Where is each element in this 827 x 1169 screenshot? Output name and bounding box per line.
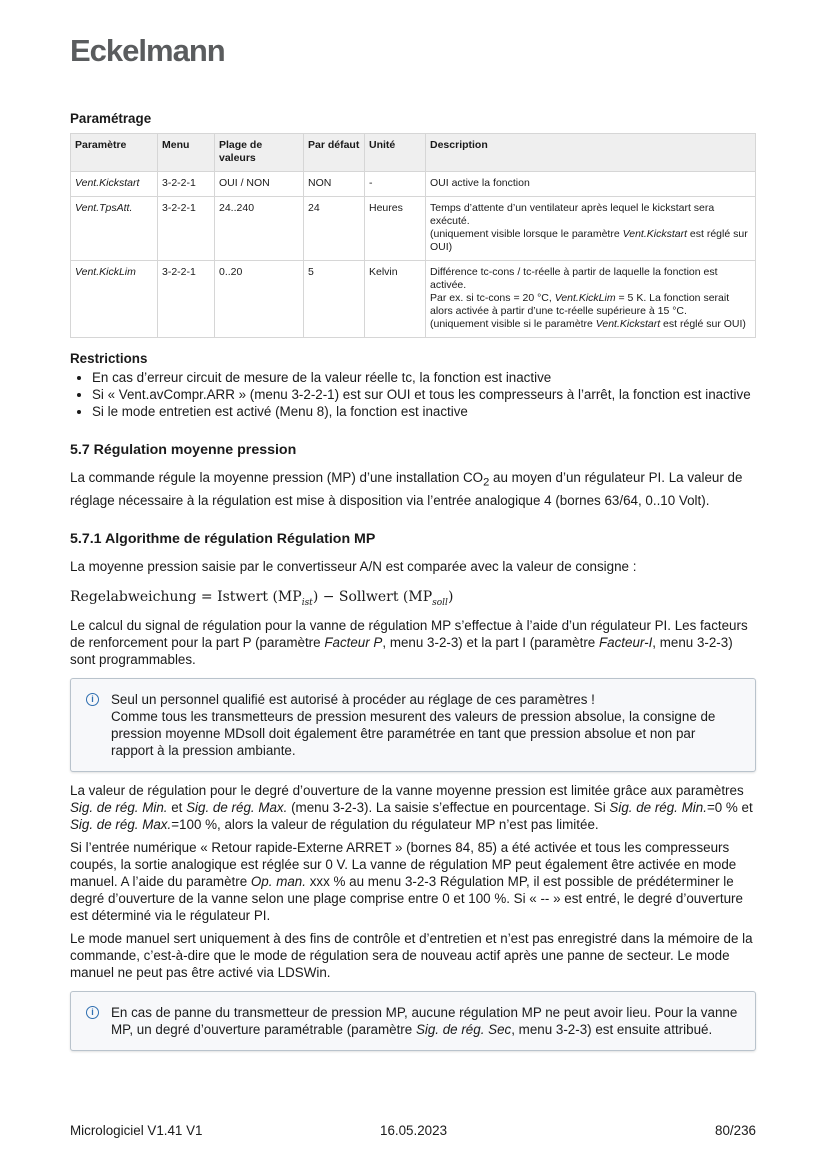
column-header: Menu (158, 134, 215, 172)
text-segment: , menu 3-2-3) et la part I (paramètre (382, 635, 599, 651)
formula-subscript: ist (301, 597, 313, 608)
text-segment: =100 %, alors la valeur de régulation du régulateur MP n’est pas limitée. (171, 817, 599, 833)
text-segment: Facteur-I (598, 635, 653, 651)
text-segment: Différence tc-cons / tc-réelle à partir de laquelle la fonction est activée. (430, 266, 718, 291)
cell-parameter: Vent.TpsAtt. (71, 197, 158, 261)
text-segment: 2 (483, 476, 490, 489)
text-segment: xxx % au menu 3-2-3 Régulation MP, il est possible de prédéterminer le degré d’ouverture de la vanne selon une plage comprise entre 0 et 100 %. Si « -- » est entré, le degré d’ouverture est déterminé via le régulateur PI. (70, 874, 743, 924)
cell-unit: Heures (365, 197, 426, 261)
description-line (430, 266, 751, 292)
cell-unit: Kelvin (365, 261, 426, 338)
text-segment: Sig. de rég. Max. (70, 817, 172, 833)
text-segment: =0 % et (706, 800, 753, 816)
text-segment: Par ex. si tc-cons = 20 °C, (430, 292, 555, 304)
manual-mode-paragraph (70, 839, 756, 924)
text-segment: Le mode manuel sert uniquement à des fins de contrôle et d’entretien et n’est pas enregistré dans la mémoire de la commande, c’est-à-dire que le mode de régulation sera de nouveau actif après une panne de secteur. Le mode manuel ne peut pas être activé via LDSWin. (70, 931, 753, 981)
text-segment: Facteur P (324, 635, 383, 651)
cell-menu: 3-2-2-1 (158, 261, 215, 338)
limit-paragraph (70, 782, 756, 833)
restriction-item: • En cas d’erreur circuit de mesure de la valeur réelle tc, la fonction est inactive (92, 369, 756, 386)
description-line (430, 177, 751, 190)
pi-regulator-paragraph (70, 617, 756, 668)
algorithm-intro: La moyenne pression saisie par le convertisseur A/N est comparée avec la valeur de consigne : (70, 558, 637, 574)
text-segment: au moyen d’un régulateur PI. La valeur de réglage nécessaire à la régulation est mise à disposition via l’entrée analogique 4 (bornes 63/64, 0..10 Volt). (70, 470, 743, 508)
formula-part: ) − Sollwert (MP (312, 588, 433, 605)
manual-mode-note-paragraph (70, 930, 756, 981)
text-segment: (uniquement visible si le paramètre (430, 318, 596, 330)
section-5-7-heading: 5.7 Régulation moyenne pression (70, 442, 297, 458)
description-line (430, 228, 751, 254)
restrictions-title: Restrictions (70, 351, 148, 366)
restrictions-list (70, 369, 756, 420)
text-segment: Si l’entrée numérique « Retour rapide-Externe ARRET » (bornes 84, 85) a été activée et tous les compresseurs coupés, la sortie analogique est réglée sur 0 V. La vanne de régulation MP peut également être activée en mode manuel. A l’aide du paramètre (70, 840, 737, 890)
text-segment: est réglé sur OUI) (660, 318, 746, 330)
info-note-qualified-personnel (70, 678, 756, 772)
text-segment: Sig. de rég. Max. (186, 800, 288, 816)
cell-parameter: Vent.Kickstart (71, 172, 158, 197)
description-line (430, 292, 751, 318)
column-header: Plage de valeurs (215, 134, 304, 172)
text-segment: La valeur de régulation pour le degré d’ouverture de la vanne moyenne pression est limitée grâce aux paramètres (70, 783, 744, 799)
cell-default: 5 (304, 261, 365, 338)
cell-default: NON (304, 172, 365, 197)
cell-description (426, 172, 756, 197)
restriction-item: • Si « Vent.avCompr.ARR » (menu 3-2-2-1) est sur OUI et tous les compresseurs à l’arrêt, la fonction est inactive (92, 386, 756, 403)
cell-menu: 3-2-2-1 (158, 197, 215, 261)
info-note-transmitter-failure (70, 991, 756, 1051)
text-segment: est réglé sur OUI) (430, 228, 748, 253)
formula-subscript: soll (432, 597, 448, 608)
text-segment: En cas de panne du transmetteur de pression MP, aucune régulation MP ne peut avoir lieu. Pour la vanne MP, un degré d’ouverture paramétrable (paramètre (111, 1005, 738, 1038)
eckelmann-logo: Eckelmann (70, 33, 225, 68)
cell-range: 24..240 (215, 197, 304, 261)
text-segment: Temps d’attente d’un ventilateur après lequel le kickstart sera exécuté. (430, 202, 715, 227)
text-segment: OUI active la fonction (430, 177, 530, 189)
text-segment: , menu 3-2-3) est ensuite attribué. (511, 1022, 713, 1038)
cell-parameter: Vent.KickLim (71, 261, 158, 338)
cell-description (426, 261, 756, 338)
table-row (71, 172, 756, 197)
cell-description (426, 197, 756, 261)
cell-range: OUI / NON (215, 172, 304, 197)
footer-version: Micrologiciel V1.41 V1 (70, 1123, 203, 1138)
parameter-table (70, 133, 756, 338)
note-text (111, 1004, 739, 1038)
text-segment: Vent.KickLim (554, 292, 616, 304)
control-deviation-formula (70, 589, 756, 612)
text-segment: Le calcul du signal de régulation pour la vanne de régulation MP s’effectue à l’aide d’un régulateur PI. Les facteurs de renforcement pour la part P (paramètre (70, 618, 748, 651)
cell-unit: - (365, 172, 426, 197)
text-segment: , menu 3-2-3) sont programmables. (70, 635, 733, 668)
description-line (430, 202, 751, 228)
column-header: Description (426, 134, 756, 172)
info-icon: i (86, 693, 99, 706)
text-segment: et (167, 800, 187, 816)
column-header: Unité (365, 134, 426, 172)
text-segment: Op. man. (250, 874, 306, 890)
description-line (430, 318, 751, 331)
text-segment: (uniquement visible lorsque le paramètre (430, 228, 623, 240)
cell-range: 0..20 (215, 261, 304, 338)
section-5-7-1-heading: 5.7.1 Algorithme de régulation Régulation MP (70, 530, 376, 547)
text-segment: (menu 3-2-3). La saisie s’effectue en pourcentage. Si (287, 800, 610, 816)
table-row (71, 261, 756, 338)
text-segment: Sig. de rég. Sec (415, 1022, 512, 1038)
text-segment: Sig. de rég. Min. (609, 800, 707, 816)
text-segment: = 5 K. La fonction serait alors activée à partir d’une tc-réelle supérieure à 15 °C. (430, 292, 730, 317)
cell-menu: 3-2-2-1 (158, 172, 215, 197)
note-line: Seul un personnel qualifié est autorisé à procéder au réglage de ces paramètres ! (111, 692, 595, 708)
footer-page-number: 80/236 (715, 1123, 756, 1138)
param-section-title: Paramétrage (70, 111, 152, 126)
note-line: Comme tous les transmetteurs de pression mesurent des valeurs de pression absolue, la consigne de pression moyenne MDsoll doit également être paramétrée en tant que pression absolue et non par rapport à la pression ambiante. (111, 709, 716, 759)
section-5-7-paragraph (70, 469, 756, 509)
text-segment: La commande régule la moyenne pression (MP) d’une installation CO (70, 470, 484, 485)
restriction-item: • Si le mode entretien est activé (Menu 8), la fonction est inactive (92, 403, 756, 420)
cell-default: 24 (304, 197, 365, 261)
formula-part: Regelabweichung = Istwert (MP (70, 588, 302, 605)
column-header: Paramètre (71, 134, 158, 172)
formula-part: ) (447, 588, 454, 605)
text-segment: Sig. de rég. Min. (70, 800, 168, 816)
table-row (71, 197, 756, 261)
info-icon: i (86, 1006, 99, 1019)
text-segment: Vent.Kickstart (595, 318, 661, 330)
footer-date: 16.05.2023 (380, 1123, 448, 1138)
column-header: Par défaut (304, 134, 365, 172)
text-segment: Vent.Kickstart (622, 228, 687, 240)
